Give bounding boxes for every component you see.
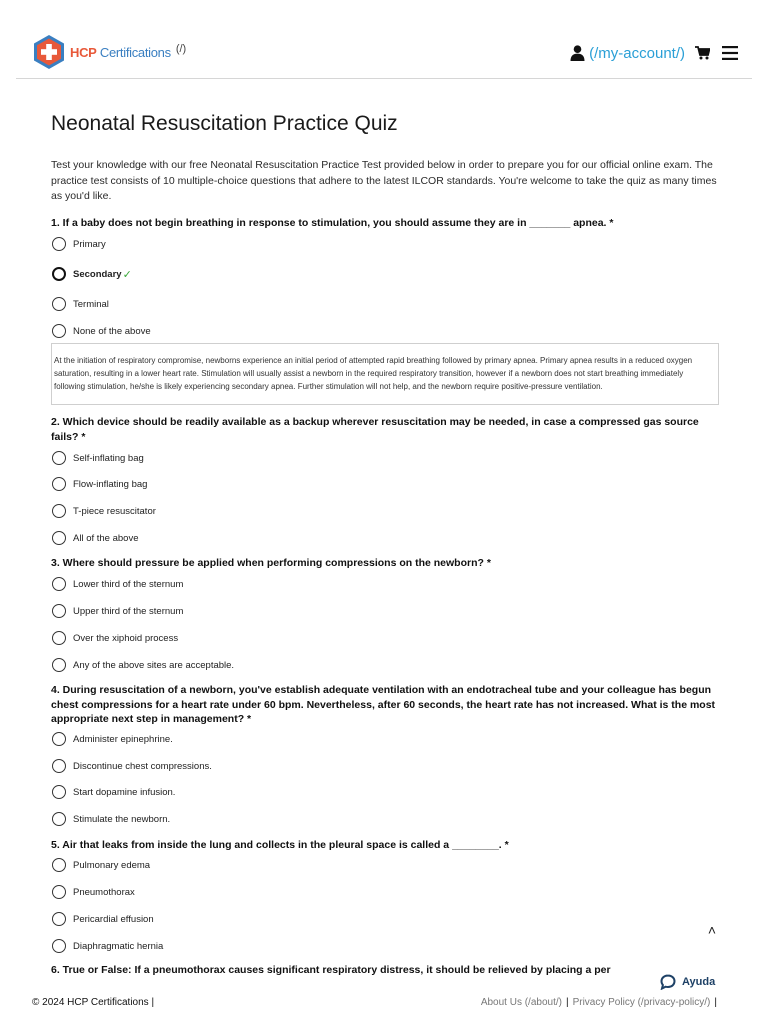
question-5-option-3[interactable]: [52, 911, 154, 927]
question-3-option-1[interactable]: [52, 576, 183, 592]
user-icon[interactable]: [570, 45, 585, 61]
question-2-option-4[interactable]: [52, 530, 139, 546]
option-label: Lower third of the sternum: [73, 578, 184, 590]
radio-button[interactable]: [52, 324, 66, 338]
option-label: T-piece resuscitator: [73, 505, 156, 517]
question-5-option-2[interactable]: [52, 884, 135, 900]
question-4-option-4[interactable]: [52, 811, 170, 827]
radio-button[interactable]: [52, 531, 66, 545]
question-2-option-3[interactable]: [52, 503, 156, 519]
radio-button[interactable]: [52, 858, 66, 872]
option-label: Over the xiphoid process: [73, 632, 179, 644]
help-chat-button[interactable]: [660, 972, 715, 992]
page-title: Neonatal Resuscitation Practice Quiz: [51, 112, 398, 135]
question-4-text: 4. During resuscitation of a newborn, you've establish adequate ventilation with an endotracheal tube and your colleague has begun chest compressions for a heart rate under 60 bpm. Nevertheless, after 60 seconds, the heart rate has not increased. What is the most appropriate next step in management? *: [51, 684, 716, 725]
footer-separator: |: [714, 997, 717, 1008]
option-label: Start dopamine infusion.: [73, 786, 176, 798]
question-1-option-1[interactable]: [52, 236, 106, 252]
radio-button[interactable]: [52, 237, 66, 251]
logo-certifications-text: Certifications: [99, 44, 171, 60]
question-5-option-4[interactable]: [52, 938, 163, 954]
option-label: Pericardial effusion: [73, 913, 154, 925]
radio-button[interactable]: [52, 939, 66, 953]
radio-button[interactable]: [52, 577, 66, 591]
question-4-option-3[interactable]: [52, 784, 175, 800]
radio-button[interactable]: [52, 812, 66, 826]
radio-button[interactable]: [52, 912, 66, 926]
question-1-option-2[interactable]: [52, 266, 132, 282]
question-3-option-2[interactable]: [52, 603, 183, 619]
option-label: Terminal: [73, 298, 109, 310]
option-label: Pulmonary edema: [73, 859, 151, 871]
radio-button[interactable]: [52, 631, 66, 645]
option-label: Administer epinephrine.: [73, 733, 173, 745]
header-nav: [570, 42, 738, 64]
logo-cross-icon: [32, 34, 66, 70]
help-label: Ayuda: [682, 976, 716, 988]
question-2-option-2[interactable]: [52, 476, 147, 492]
question-4-option-1[interactable]: [52, 731, 173, 747]
question-2-text: 2. Which device should be readily available as a backup wherever resuscitation may be needed, in case a compressed gas source fails? *: [51, 416, 699, 443]
option-label: Primary: [73, 238, 106, 250]
question-5-option-1[interactable]: [52, 857, 150, 873]
question-2-option-1[interactable]: [52, 450, 144, 466]
question-1-text: 1. If a baby does not begin breathing in response to stimulation, you should assume they are in _______ apnea. *: [51, 217, 614, 229]
option-label: Upper third of the sternum: [73, 605, 184, 617]
question-1-option-3[interactable]: [52, 296, 109, 312]
question-3-text: 3. Where should pressure be applied when performing compressions on the newborn? *: [51, 557, 491, 569]
radio-button[interactable]: [52, 504, 66, 518]
option-label: Pneumothorax: [73, 886, 135, 898]
radio-button[interactable]: [52, 885, 66, 899]
logo-home-url: (/): [175, 43, 187, 55]
quiz-intro-text: Test your knowledge with our free Neonatal Resuscitation Practice Test provided below in order to prepare you for our official online exam. The practice test consists of 10 multiple-choice questions that adhere to the latest ILCOR standards. You're welcome to take the quiz as many times as you'd like.: [51, 159, 717, 202]
option-label: Any of the above sites are acceptable.: [73, 659, 235, 671]
option-label: Discontinue chest compressions.: [73, 760, 212, 772]
logo-wordmark: [70, 45, 171, 60]
hamburger-menu-icon[interactable]: [722, 46, 738, 60]
radio-button[interactable]: [52, 759, 66, 773]
option-label: None of the above: [73, 325, 151, 337]
footer-privacy-link[interactable]: Privacy Policy (/privacy-policy/): [572, 997, 711, 1008]
footer-links: [481, 997, 721, 1008]
footer-about-link[interactable]: About Us (/about/): [480, 997, 562, 1008]
cart-icon[interactable]: [695, 46, 710, 60]
radio-button[interactable]: [52, 658, 66, 672]
question-3-option-4[interactable]: [52, 657, 234, 673]
radio-button[interactable]: [52, 477, 66, 491]
option-label: All of the above: [73, 532, 139, 544]
radio-button[interactable]: [52, 785, 66, 799]
chat-bubble-icon: [660, 974, 676, 990]
scroll-to-top-button[interactable]: ˄: [707, 922, 717, 938]
my-account-link[interactable]: (/my-account/): [589, 44, 685, 62]
question-3-option-3[interactable]: [52, 630, 178, 646]
question-1-option-4[interactable]: [52, 323, 151, 339]
footer-copyright: © 2024 HCP Certifications |: [32, 997, 155, 1008]
header-divider: [16, 78, 752, 79]
radio-button[interactable]: [52, 451, 66, 465]
site-logo-link[interactable]: [32, 34, 186, 70]
site-header: [0, 0, 768, 80]
question-6-text: 6. True or False: If a pneumothorax causes significant respiratory distress, it should be relieved by placing a per: [51, 964, 611, 976]
question-1-explanation: At the initiation of respiratory compromise, newborns experience an initial period of attempted rapid breathing followed by primary apnea. Primary apnea results in a reduced oxygen saturation, resulting in a lower heart rate. Stimulation will usually assist a newborn in the required respiratory transition, however if a newborn does not start breathing immediately following stimulation, he/she is likely experiencing secondary apnea. Further stimulation will not help, and the newborn require positive-pressure ventilation.: [51, 343, 719, 405]
logo-hcp-text: HCP: [70, 44, 97, 60]
correct-check-icon: ✓: [122, 268, 132, 281]
option-label: Self-inflating bag: [73, 452, 144, 464]
question-4-option-2[interactable]: [52, 758, 212, 774]
option-label: Secondary: [73, 268, 122, 280]
footer-separator: |: [565, 997, 569, 1008]
option-label: Stimulate the newborn.: [73, 813, 171, 825]
option-label: Flow-inflating bag: [73, 478, 148, 490]
option-label: Diaphragmatic hernia: [73, 940, 164, 952]
radio-button[interactable]: [52, 732, 66, 746]
site-footer: [0, 990, 768, 1024]
radio-button-selected[interactable]: [52, 267, 66, 281]
radio-button[interactable]: [52, 297, 66, 311]
question-5-text: 5. Air that leaks from inside the lung and collects in the pleural space is called a ________. *: [51, 839, 509, 851]
radio-button[interactable]: [52, 604, 66, 618]
